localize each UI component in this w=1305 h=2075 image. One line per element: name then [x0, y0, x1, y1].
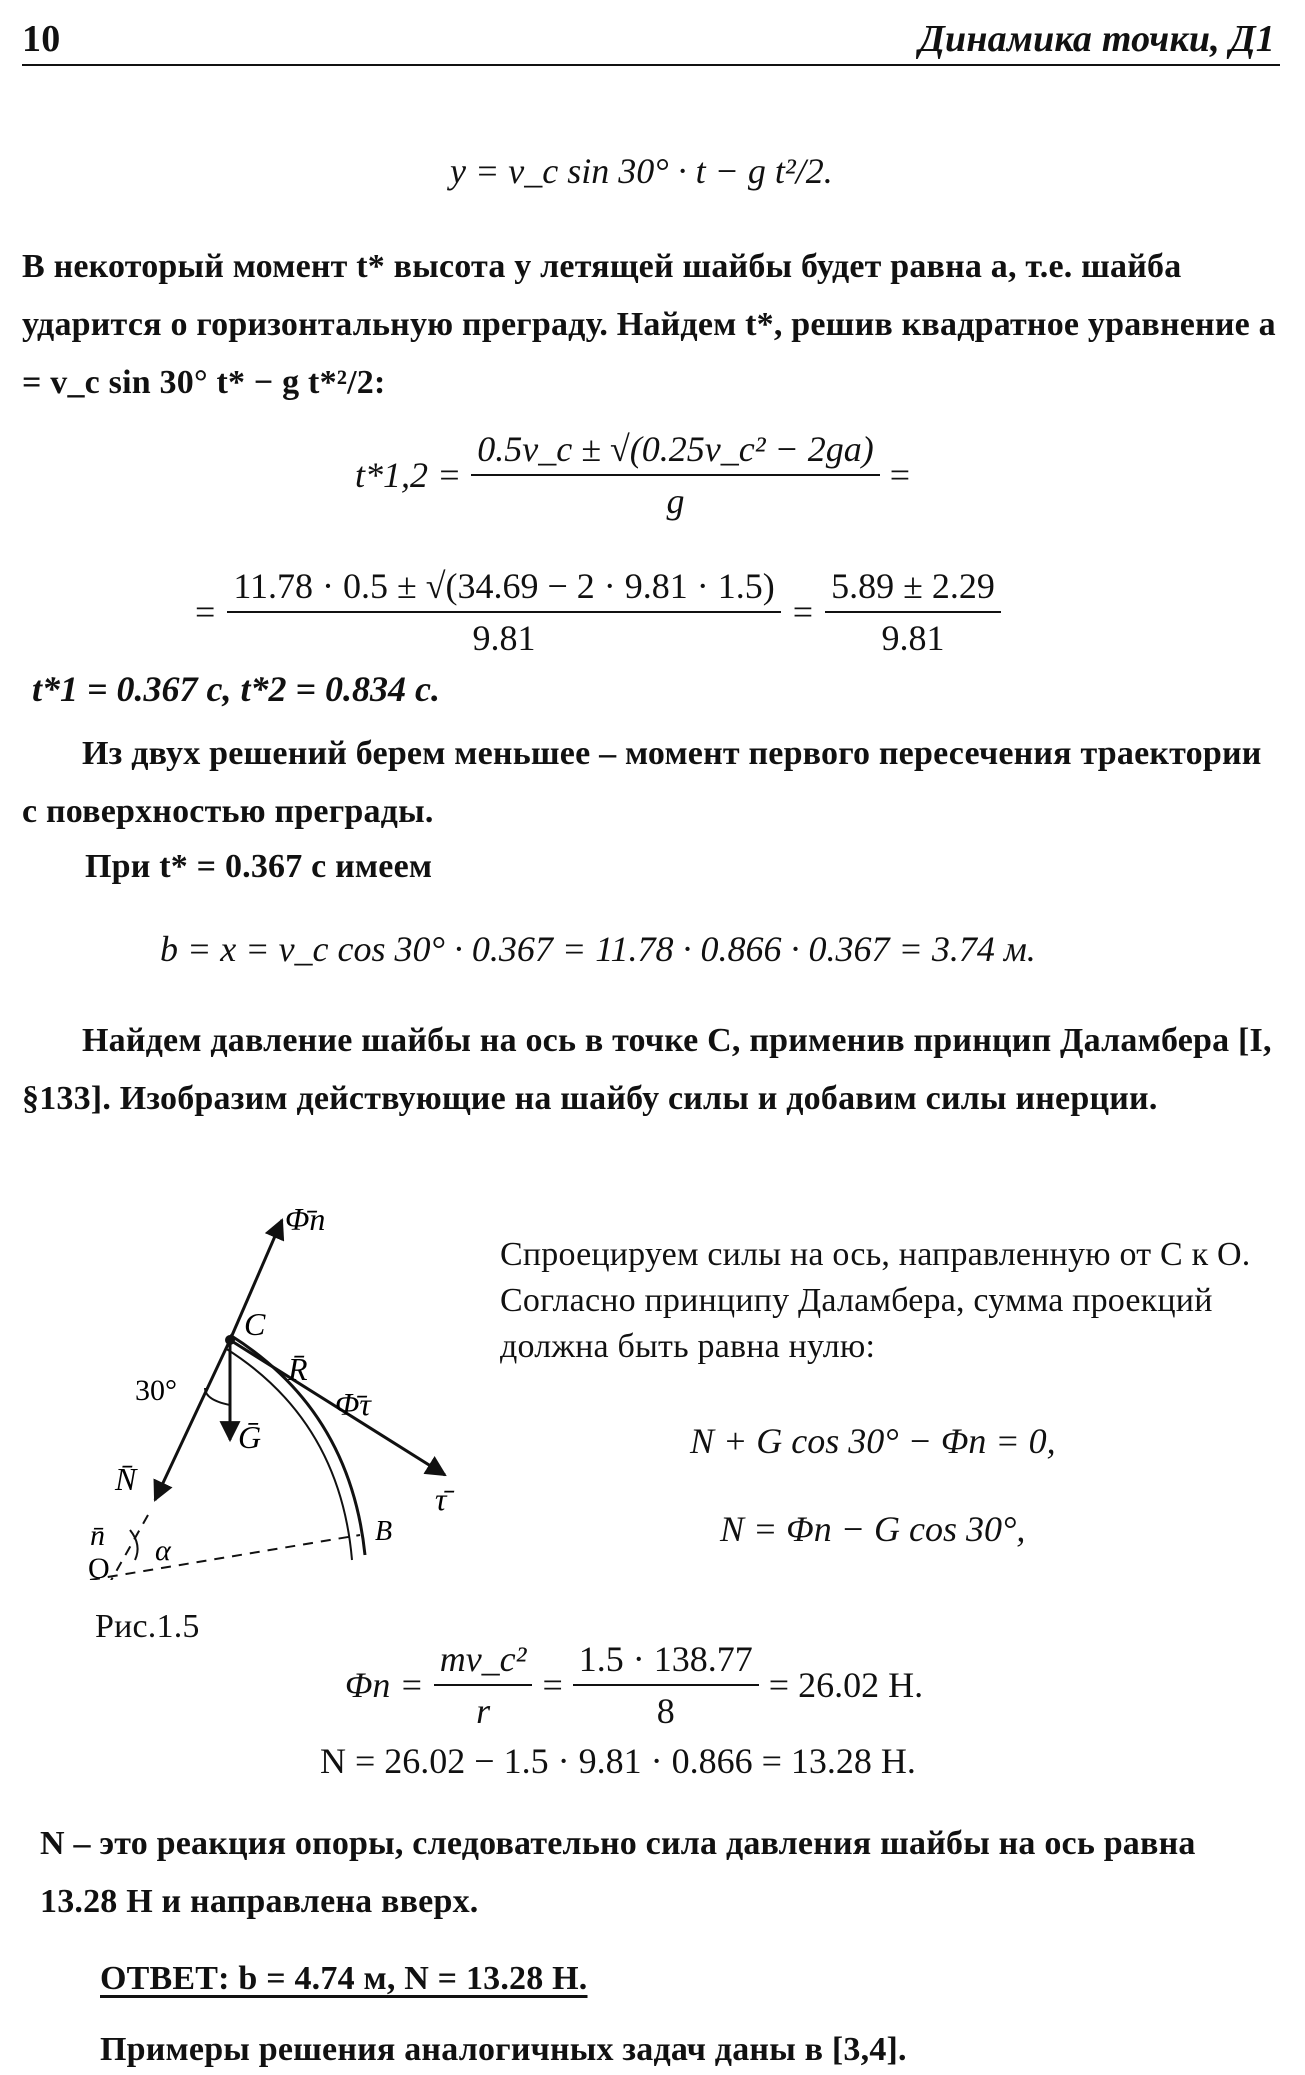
- n-unit-label: n̄: [90, 1519, 105, 1552]
- page-number: 10: [22, 18, 61, 60]
- running-title: Динамика точки, Д1: [918, 18, 1275, 60]
- n-label: N̄: [115, 1461, 137, 1497]
- angle-30-arc: [205, 1388, 230, 1405]
- equation-t12-denominator: g: [666, 481, 685, 521]
- roots-line: t*1 = 0.367 с, t*2 = 0.834 с.: [32, 669, 440, 709]
- g-label: Ḡ: [238, 1419, 262, 1455]
- equation-phi-n-fraction-1: [434, 1638, 533, 1732]
- alpha-label: α: [155, 1534, 171, 1567]
- equation-phi-n-numerator-2: 1.5 · 138.77: [573, 1638, 759, 1686]
- angle-30-label: 30°: [135, 1374, 177, 1407]
- equation-sum-1: N + G cos 30° − Φn = 0,: [690, 1421, 1056, 1461]
- header-rule: [22, 64, 1280, 66]
- equation-numeric-fraction-1: [227, 565, 780, 659]
- footer-note: Примеры решения аналогичных задач даны в [3,4].: [100, 2031, 907, 2068]
- o-label: O: [88, 1552, 110, 1580]
- figure-1-5: [60, 1200, 500, 1580]
- equation-n: N = 26.02 − 1.5 · 9.81 · 0.866 = 13.28 Н.: [320, 1741, 916, 1781]
- equals-sign: =: [542, 1665, 563, 1705]
- paragraph-2: Из двух решений берем меньшее – момент первого пересечения траектории с поверхностью преграды.: [22, 735, 1262, 830]
- equation-y: y = v_c sin 30° · t − g t²/2.: [450, 151, 833, 191]
- equation-t12-numerator: 0.5v_c ± √(0.25v_c² − 2ga): [471, 428, 880, 476]
- equation-phi-n-denominator-1: r: [476, 1691, 491, 1731]
- point-c: [225, 1335, 235, 1345]
- tau-label: τ̄: [435, 1481, 447, 1517]
- equation-phi-n-rhs: = 26.02 Н.: [768, 1665, 924, 1705]
- equation-numeric-fraction-2: [825, 565, 1001, 659]
- b-label: B: [375, 1516, 393, 1547]
- equation-b: b = x = v_c cos 30° · 0.367 = 11.78 · 0.866 · 0.367 = 3.74 м.: [160, 929, 1036, 969]
- ob-dashed-line: [90, 1535, 360, 1580]
- paragraph-3: При t* = 0.367 с имеем: [85, 848, 433, 885]
- paragraph-6: N – это реакция опоры, следовательно сила давления шайбы на ось равна 13.28 Н и направлена вверх.: [40, 1825, 1196, 1920]
- equation-phi-n-denominator-2: 8: [656, 1691, 675, 1731]
- r-label: R̄: [288, 1351, 308, 1387]
- equation-phi-n-fraction-2: [573, 1638, 759, 1732]
- equation-phi-n-lhs: Φn =: [345, 1665, 424, 1705]
- c-label: C: [244, 1306, 266, 1342]
- equals-sign: =: [195, 592, 216, 632]
- equals-sign: =: [889, 455, 911, 495]
- paragraph-5: Спроецируем силы на ось, направленную от C к O. Согласно принципу Даламбера, сумма проекций должна быть равна нулю:: [500, 1236, 1251, 1365]
- paragraph-4: Найдем давление шайбы на ось в точке C, применив принцип Даламбера [I, §133]. Изобразим действующие на шайбу силы и добавим силы инерции.: [22, 1022, 1272, 1117]
- equals-sign: =: [792, 592, 814, 632]
- equation-numeric: [195, 565, 1001, 659]
- equation-numeric-numerator-1: 11.78 · 0.5 ± √(34.69 − 2 · 9.81 · 1.5): [227, 565, 780, 613]
- figure-caption: Рис.1.5: [95, 1608, 200, 1645]
- equation-t12-lhs: t*1,2 =: [355, 455, 462, 495]
- equation-t12: [355, 428, 910, 522]
- equation-t12-fraction: [471, 428, 880, 522]
- phi-t-label: Φ̄τ: [335, 1386, 371, 1422]
- phi-n-label: Φ̄n: [285, 1201, 326, 1237]
- equation-phi-n: [345, 1638, 923, 1732]
- equation-sum-2: N = Φn − G cos 30°,: [720, 1509, 1026, 1549]
- answer-line: ОТВЕТ: b = 4.74 м, N = 13.28 Н.: [100, 1960, 588, 1997]
- equation-phi-n-numerator-1: mv_c²: [434, 1638, 533, 1686]
- equation-numeric-numerator-2: 5.89 ± 2.29: [825, 565, 1001, 613]
- n-arrow: [155, 1340, 230, 1500]
- equation-numeric-denominator-2: 9.81: [881, 618, 945, 658]
- paragraph-1: В некоторый момент t* высота y летящей шайбы будет равна a, т.е. шайба ударится о горизонтальную преграду. Найдем t*, решив квадратное уравнение a = v_c sin 30° t* − g t*²/2:: [22, 248, 1276, 401]
- equation-numeric-denominator-1: 9.81: [472, 618, 536, 658]
